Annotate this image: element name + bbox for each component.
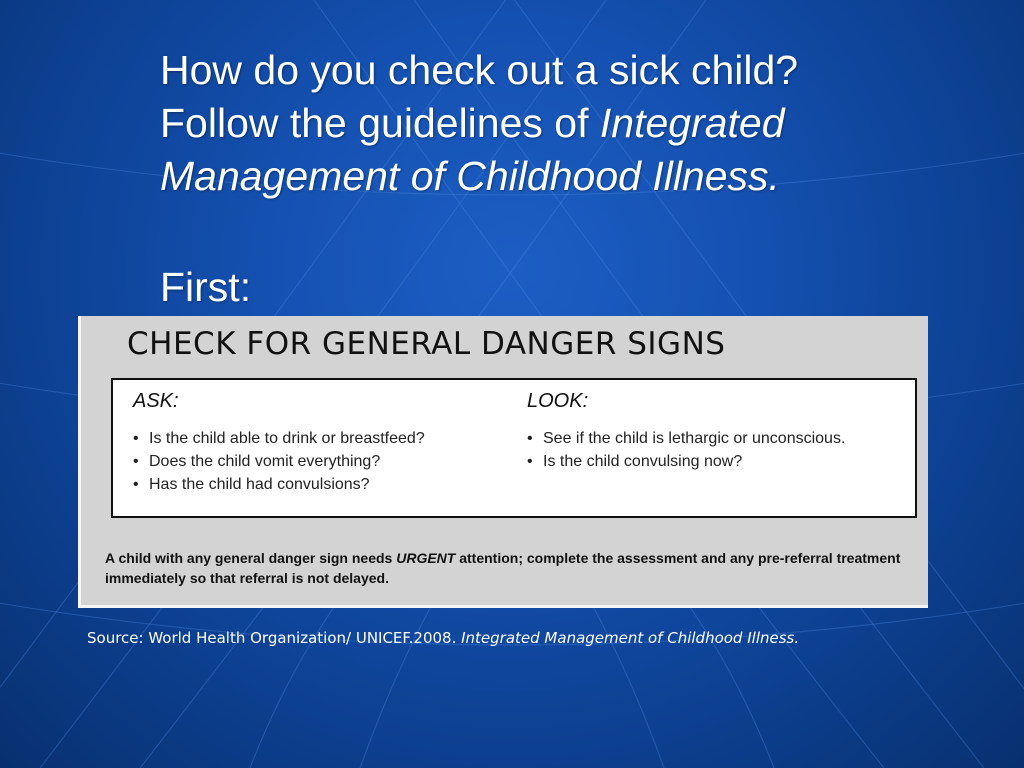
urgent-note bbox=[105, 548, 905, 588]
ask-label: ASK: bbox=[133, 390, 179, 412]
look-item-text: Is the child convulsing now? bbox=[543, 453, 743, 470]
look-list bbox=[527, 427, 907, 473]
title-line-3 bbox=[160, 150, 920, 203]
source-italic: Integrated Management of Childhood Illness. bbox=[461, 629, 800, 647]
list-item bbox=[133, 450, 523, 473]
title-line-2-italic: Integrated bbox=[599, 100, 785, 146]
note-emphasis: URGENT bbox=[396, 550, 456, 566]
source-prefix: Source: World Health Organization/ UNICEF.2008. bbox=[87, 629, 462, 647]
bullet-icon: • bbox=[133, 476, 139, 493]
look-item-text: See if the child is lethargic or unconscious. bbox=[543, 430, 846, 447]
note-before: A child with any general danger sign needs bbox=[105, 550, 397, 566]
title-line-2-prefix: Follow the guidelines of bbox=[160, 100, 600, 146]
first-label: First: bbox=[160, 264, 252, 310]
bullet-icon: • bbox=[133, 430, 139, 447]
bullet-icon: • bbox=[133, 453, 139, 470]
ask-item-text: Is the child able to drink or breastfeed? bbox=[149, 430, 425, 447]
note-after: attention; complete the assessment and any pre-referral treatment immediately so that referral is not delayed. bbox=[105, 550, 901, 586]
title-line-2 bbox=[160, 97, 920, 150]
title-line-1: How do you check out a sick child? bbox=[160, 47, 799, 93]
title-line-3-italic: Management of Childhood Illness. bbox=[160, 153, 780, 199]
ask-column bbox=[133, 390, 523, 496]
list-item bbox=[133, 427, 523, 450]
danger-signs-card bbox=[78, 316, 928, 608]
ask-look-box bbox=[111, 378, 917, 518]
look-column bbox=[527, 390, 907, 473]
bullet-icon: • bbox=[527, 453, 533, 470]
list-item bbox=[527, 450, 907, 473]
source-citation bbox=[87, 629, 987, 647]
card-heading: CHECK FOR GENERAL DANGER SIGNS bbox=[127, 326, 726, 362]
list-item bbox=[527, 427, 907, 450]
slide-title bbox=[160, 44, 920, 203]
look-label: LOOK: bbox=[527, 390, 589, 412]
bullet-icon: • bbox=[527, 430, 533, 447]
ask-list bbox=[133, 427, 523, 496]
ask-item-text: Has the child had convulsions? bbox=[149, 476, 370, 493]
ask-item-text: Does the child vomit everything? bbox=[149, 453, 381, 470]
list-item bbox=[133, 473, 523, 496]
